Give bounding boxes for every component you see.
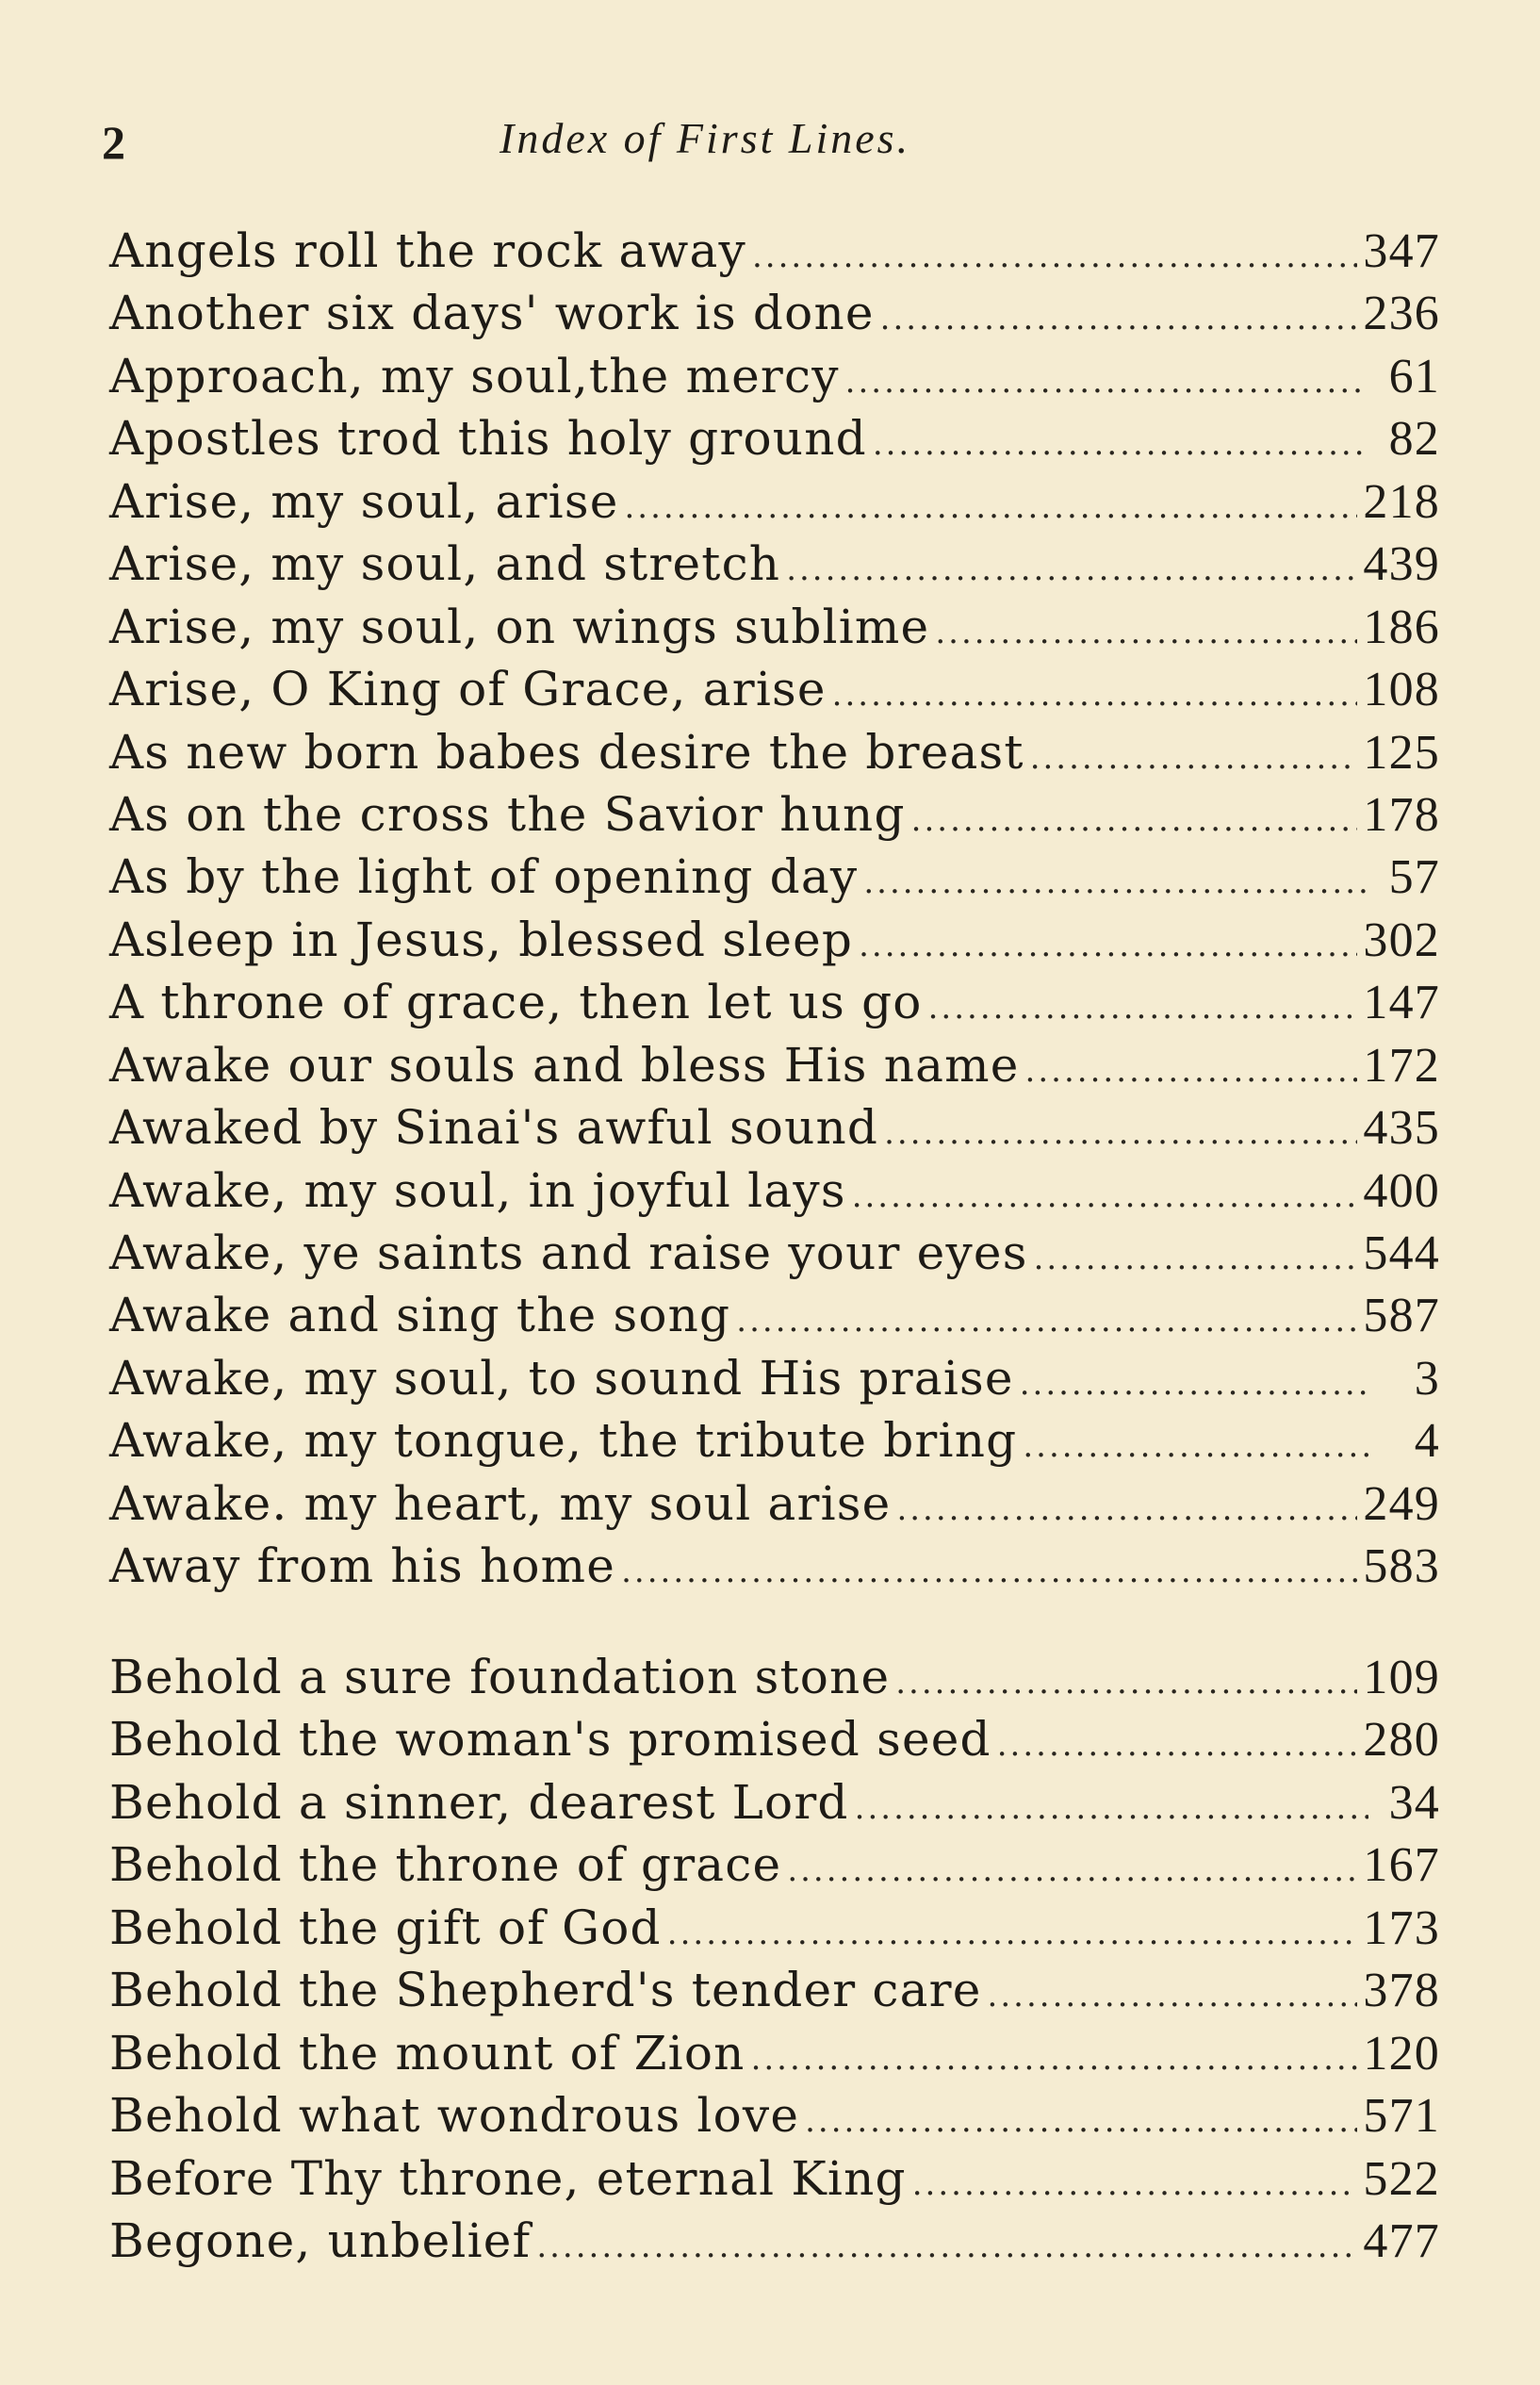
index-entry [109, 1535, 1440, 1597]
leader-dots [805, 2090, 1357, 2152]
leader-dots [852, 1165, 1358, 1227]
index-entry [109, 1034, 1440, 1096]
first-line: Arise, my soul, on wings sublime [109, 599, 930, 654]
hymn-number: 435 [1363, 1101, 1440, 1156]
running-header: Index of First Lines. [500, 114, 911, 162]
leader-dots [845, 351, 1368, 413]
leader-dots [536, 2215, 1357, 2278]
leader-dots [880, 288, 1358, 350]
index-entry [109, 846, 1440, 908]
first-line: As new born babes desire the breast [109, 724, 1024, 780]
hymn-number: 477 [1363, 2213, 1440, 2268]
first-line: Behold the woman's promised seed [109, 1712, 991, 1768]
leader-dots [1020, 1353, 1368, 1415]
hymn-number: 186 [1363, 600, 1440, 654]
index-entry [109, 2084, 1440, 2146]
leader-dots [787, 1839, 1357, 1901]
index-entry [109, 533, 1440, 595]
first-line: Arise, my soul, arise [109, 473, 619, 529]
first-line: Asleep in Jesus, blessed sleep [109, 912, 854, 967]
hymn-number: 167 [1363, 1838, 1440, 1893]
leader-dots [1023, 1415, 1368, 1477]
first-line: Awake. my heart, my soul arise [109, 1475, 892, 1531]
index-entry [109, 971, 1440, 1033]
leader-dots [873, 413, 1368, 475]
hymn-number: 172 [1363, 1038, 1440, 1093]
index-entry [109, 721, 1440, 783]
index-entry [109, 2147, 1440, 2210]
index-entry [109, 1222, 1440, 1284]
index-entry [109, 658, 1440, 720]
index-entry [109, 1834, 1440, 1896]
index-entry [109, 220, 1440, 282]
first-line: Behold a sure foundation stone [109, 1650, 891, 1704]
hymn-number: 57 [1388, 850, 1440, 905]
index-entry [109, 1646, 1440, 1708]
hymn-number: 400 [1363, 1163, 1440, 1218]
first-line: Behold the mount of Zion [109, 2025, 745, 2081]
leader-dots [896, 1478, 1357, 1540]
page-number: 2 [102, 116, 125, 169]
hymn-number: 236 [1363, 287, 1440, 341]
first-line: Awaked by Sinai's awful sound [109, 1100, 879, 1156]
first-line: Behold a sinner, dearest Lord [109, 1774, 849, 1830]
hymn-number: 82 [1388, 412, 1440, 467]
leader-dots [988, 1965, 1358, 2027]
leader-dots [1034, 1227, 1358, 1290]
index-entry [109, 470, 1440, 533]
hymn-number: 218 [1363, 474, 1440, 529]
first-line: Awake and sing the song [109, 1288, 731, 1343]
index-entry [109, 1959, 1440, 2021]
leader-dots [621, 1540, 1357, 1603]
index-entry [109, 407, 1440, 469]
index-group-a [109, 220, 1440, 1598]
hymn-number: 439 [1363, 537, 1440, 592]
first-line: Behold the throne of grace [109, 1837, 782, 1893]
first-line: Awake, my tongue, the tribute bring [109, 1413, 1018, 1469]
hymn-number: 249 [1363, 1476, 1440, 1531]
index-entry [109, 1160, 1440, 1222]
leader-dots [928, 977, 1358, 1039]
leader-dots [624, 476, 1357, 538]
index-entry [109, 1708, 1440, 1770]
index-entry [109, 909, 1440, 971]
hymn-number: 34 [1388, 1775, 1440, 1830]
first-line: Behold the gift of God [109, 1900, 662, 1955]
index-entry [109, 2210, 1440, 2272]
index-entry [109, 1096, 1440, 1159]
hymn-number: 378 [1363, 1964, 1440, 2018]
hymn-number: 587 [1363, 1289, 1440, 1343]
hymn-number: 544 [1363, 1226, 1440, 1280]
index-entry [109, 2022, 1440, 2084]
index-entry [109, 1347, 1440, 1409]
first-line: Another six days' work is done [109, 286, 875, 341]
hymn-number: 173 [1363, 1900, 1440, 1955]
leader-dots [1025, 1040, 1358, 1102]
hymn-number: 109 [1363, 1651, 1440, 1704]
leader-dots [911, 789, 1358, 851]
first-line: Angels roll the rock away [109, 223, 746, 278]
hymn-number: 302 [1363, 913, 1440, 967]
leader-dots [859, 914, 1357, 977]
index-entry [109, 1409, 1440, 1472]
hymn-number: 522 [1363, 2151, 1440, 2206]
hymn-number: 571 [1363, 2089, 1440, 2144]
hymn-number: 347 [1363, 224, 1440, 278]
first-line: Apostles trod this holy ground [109, 411, 867, 467]
hymn-number: 108 [1363, 663, 1440, 717]
first-line: Arise, O King of Grace, arise [109, 662, 827, 717]
first-line: Behold what wondrous love [109, 2088, 800, 2144]
first-line: Arise, my soul, and stretch [109, 536, 781, 592]
index-entry [109, 1897, 1440, 1959]
first-line: A throne of grace, then let us go [109, 975, 923, 1030]
leader-dots [667, 1902, 1358, 1965]
hymn-number: 61 [1388, 349, 1440, 403]
index-entry [109, 282, 1440, 344]
first-line: Begone, unbelief [109, 2212, 532, 2268]
first-line: Approach, my soul,the mercy [109, 348, 840, 403]
hymn-number: 125 [1363, 725, 1440, 780]
leader-dots [855, 1777, 1368, 1839]
index-group-b [109, 1646, 1440, 2272]
leader-dots [895, 1652, 1357, 1714]
leader-dots [751, 2028, 1358, 2090]
leader-dots [1030, 727, 1358, 789]
index-entry [109, 596, 1440, 658]
leader-dots [736, 1290, 1357, 1352]
first-line: Awake, ye saints and raise your eyes [109, 1225, 1028, 1280]
index-entry [109, 345, 1440, 407]
first-line: As by the light of opening day [109, 849, 859, 905]
index-entry [109, 1284, 1440, 1346]
leader-dots [832, 664, 1358, 726]
leader-dots [752, 225, 1357, 288]
hymn-number: 178 [1363, 787, 1440, 842]
first-line: Awake, my soul, in joyful lays [109, 1162, 846, 1218]
first-line: As on the cross the Savior hung [109, 786, 906, 842]
leader-dots [863, 851, 1368, 913]
first-line: Behold the Shepherd's tender care [109, 1963, 982, 2018]
leader-dots [935, 601, 1357, 664]
first-line: Awake our souls and bless His name [109, 1037, 1020, 1093]
leader-dots [884, 1102, 1357, 1164]
leader-dots [786, 538, 1357, 600]
first-line: Away from his home [109, 1538, 616, 1594]
index-entry [109, 1771, 1440, 1834]
leader-dots [997, 1714, 1358, 1776]
hymn-number: 4 [1414, 1414, 1440, 1469]
first-line: Awake, my soul, to sound His praise [109, 1350, 1014, 1406]
index-entry [109, 783, 1440, 846]
hymn-number: 583 [1363, 1539, 1440, 1594]
hymn-number: 147 [1363, 976, 1440, 1030]
first-line: Before Thy throne, eternal King [109, 2150, 907, 2206]
hymn-number: 3 [1414, 1351, 1440, 1406]
leader-dots [912, 2153, 1358, 2215]
hymn-number: 120 [1363, 2026, 1440, 2081]
index-entry [109, 1472, 1440, 1535]
hymn-number: 280 [1363, 1713, 1440, 1768]
